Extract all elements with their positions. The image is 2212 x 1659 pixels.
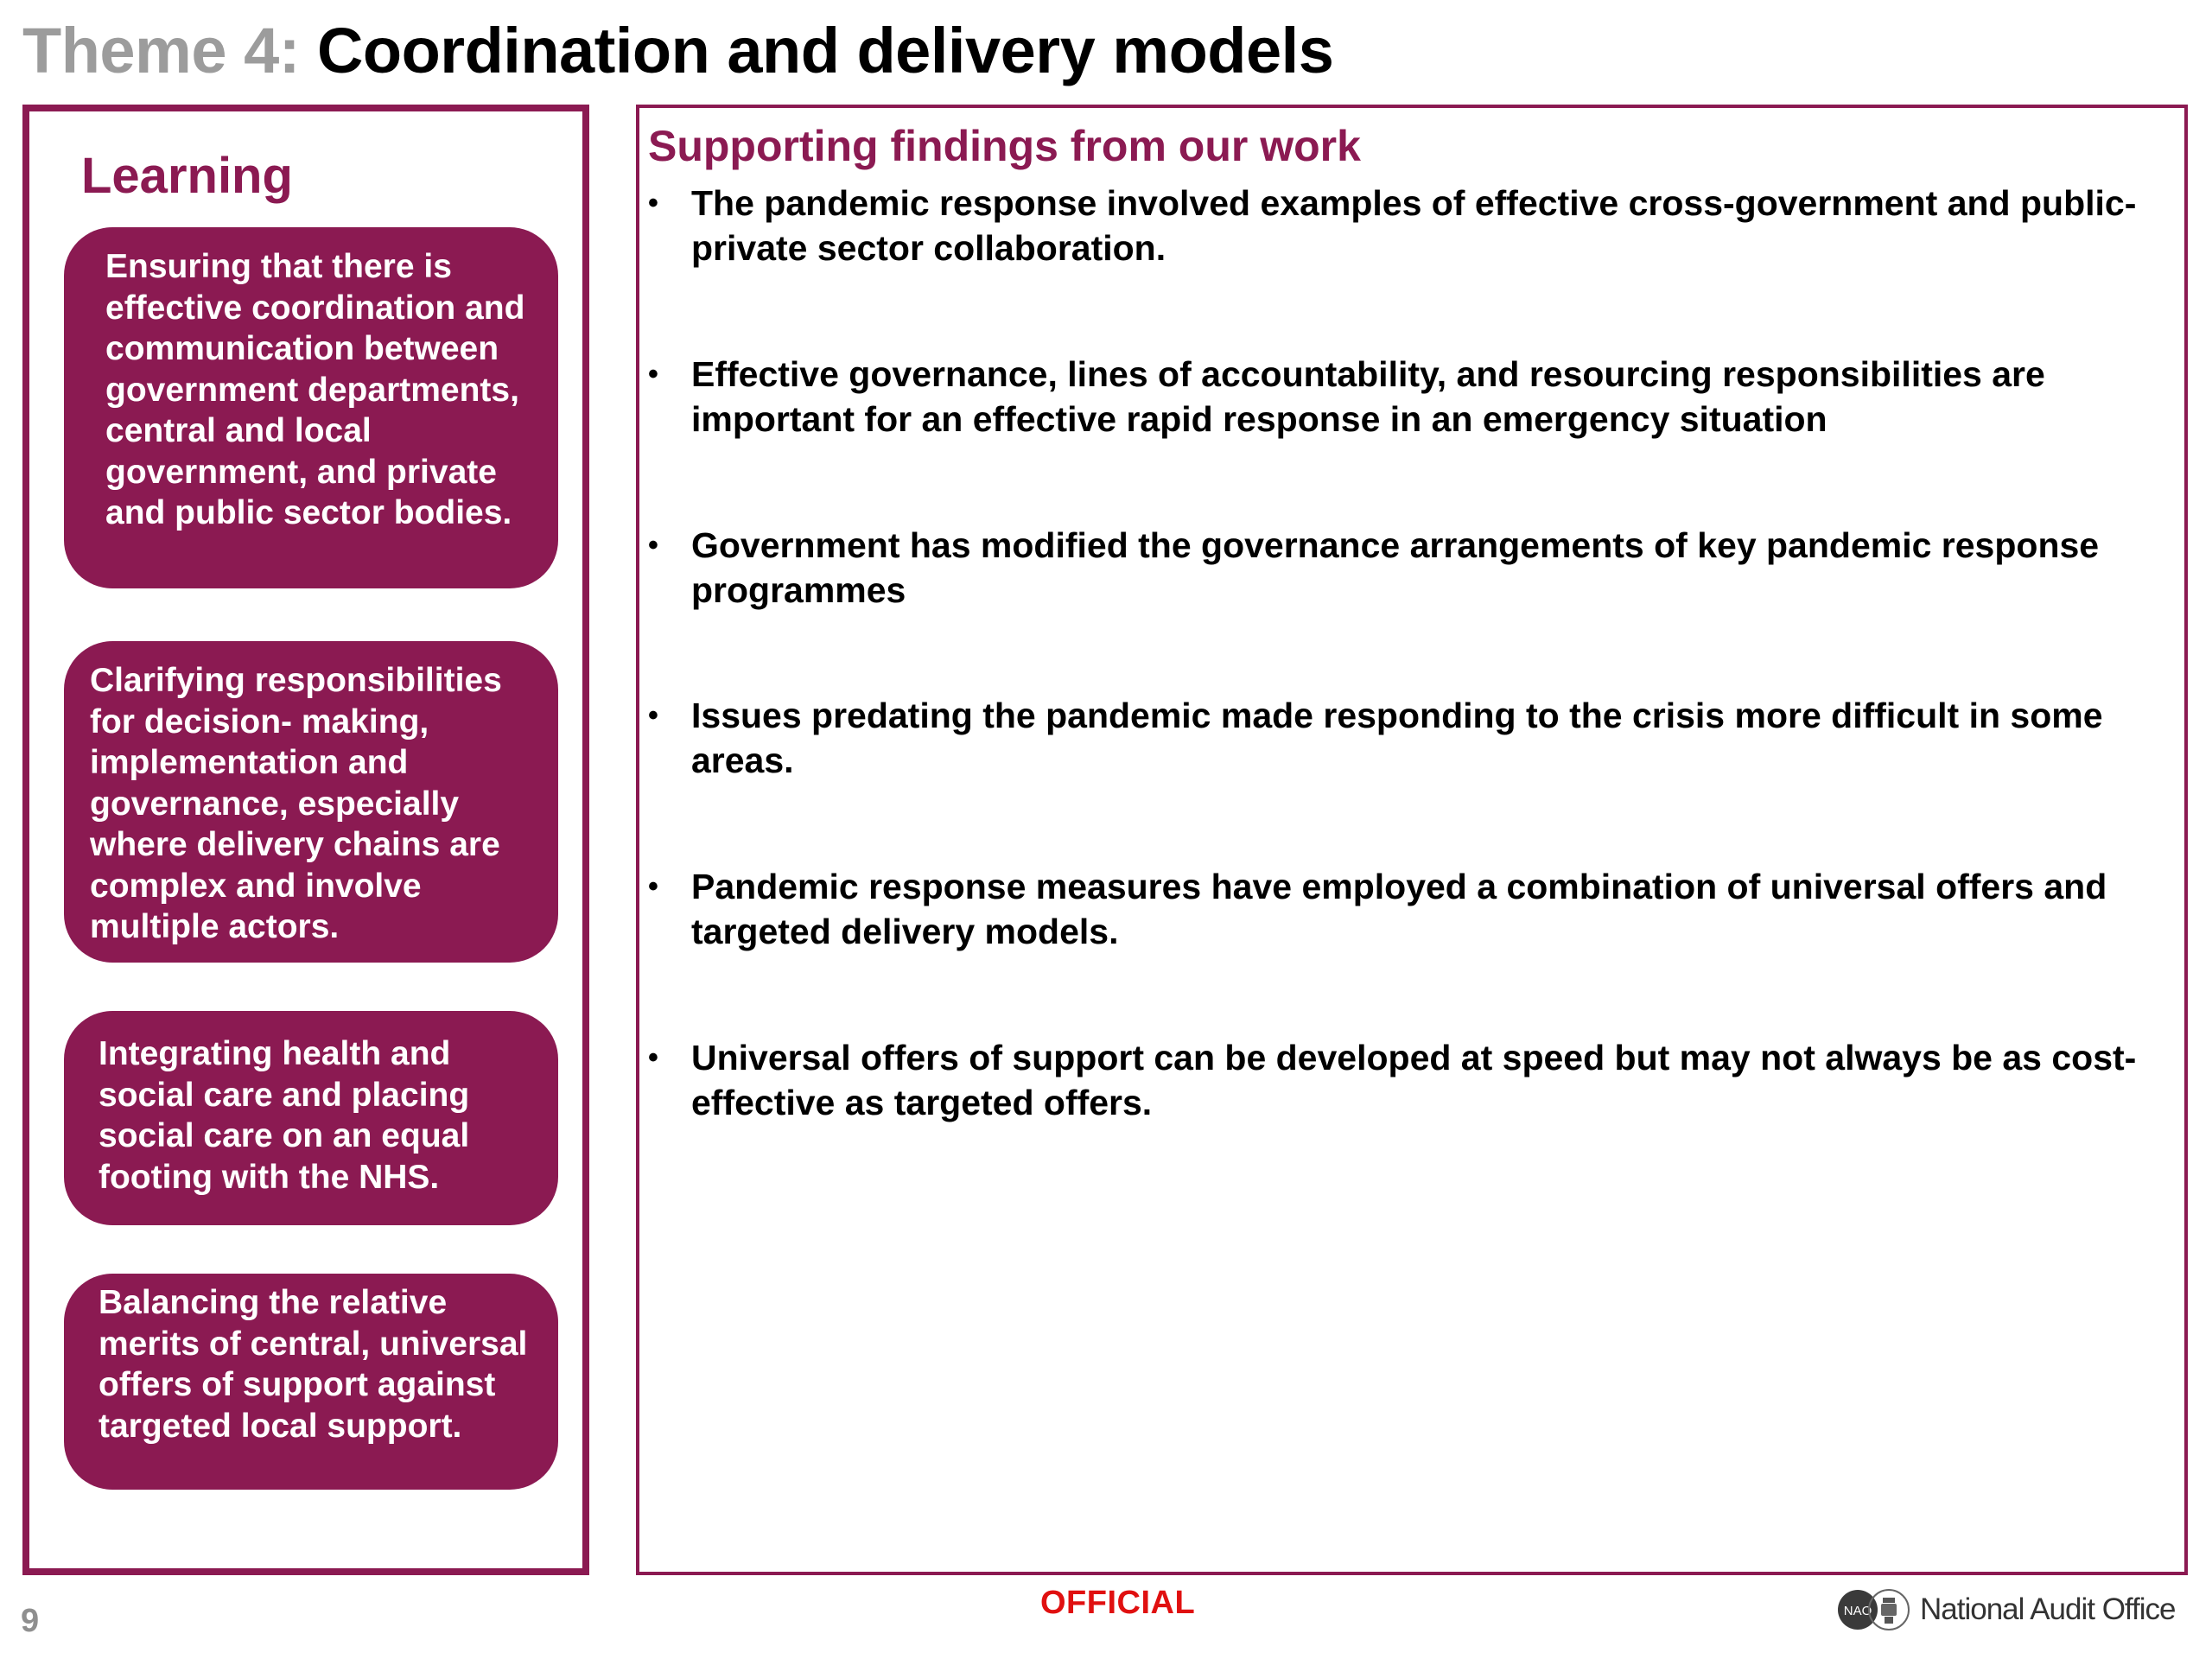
bullet-marker: •	[648, 187, 658, 219]
learning-item: Integrating health and social care and placing social care on an equal footing with the NHS.	[64, 1011, 558, 1225]
finding-item	[648, 523, 2177, 613]
theme-number: Theme 4:	[22, 15, 300, 86]
classification-label: OFFICIAL	[1040, 1585, 1196, 1621]
finding-text: The pandemic response involved examples of effective cross-government and public-private sector collaboration.	[691, 183, 2137, 268]
finding-text: Pandemic response measures have employed a combination of universal offers and targeted delivery models.	[691, 867, 2107, 951]
finding-item	[648, 181, 2177, 270]
finding-text: Universal offers of support can be developed at speed but may not always be as cost-effective as targeted offers.	[691, 1038, 2137, 1122]
bullet-marker: •	[648, 529, 658, 562]
finding-text: Government has modified the governance arrangements of key pandemic response programmes	[691, 525, 2100, 610]
finding-item	[648, 1035, 2177, 1125]
theme-title: Coordination and delivery models	[316, 15, 1334, 86]
learning-item: Ensuring that there is effective coordination and communication between government departments, central and local government, and private and public sector bodies.	[64, 227, 558, 588]
page-title	[22, 12, 1333, 90]
learning-item: Clarifying responsibilities for decision- making, implementation and governance, especially where delivery chains are complex and involve multiple actors.	[64, 641, 558, 963]
finding-text: Issues predating the pandemic made responding to the crisis more difficult in some areas.	[691, 696, 2103, 780]
bullet-marker: •	[648, 1041, 658, 1074]
bullet-marker: •	[648, 699, 658, 732]
learning-heading: Learning	[81, 148, 293, 204]
bullet-marker: •	[648, 358, 658, 391]
findings-heading: Supporting findings from our work	[648, 122, 1361, 170]
page-number: 9	[21, 1603, 40, 1639]
learning-item: Balancing the relative merits of central, universal offers of support against targeted local support.	[64, 1274, 558, 1490]
learning-panel	[22, 105, 589, 1575]
findings-panel	[636, 105, 2188, 1575]
nao-crest-icon	[1837, 1587, 1913, 1632]
organisation-name: National Audit Office	[1920, 1592, 2176, 1626]
nao-logo	[1837, 1586, 2176, 1634]
finding-text: Effective governance, lines of accountability, and resourcing responsibilities are important for an effective rapid response in an emergency situation	[691, 354, 2045, 439]
finding-item	[648, 864, 2177, 954]
svg-text:NAO: NAO	[1843, 1604, 1872, 1618]
bullet-marker: •	[648, 870, 658, 903]
finding-item	[648, 693, 2177, 783]
finding-item	[648, 352, 2177, 442]
